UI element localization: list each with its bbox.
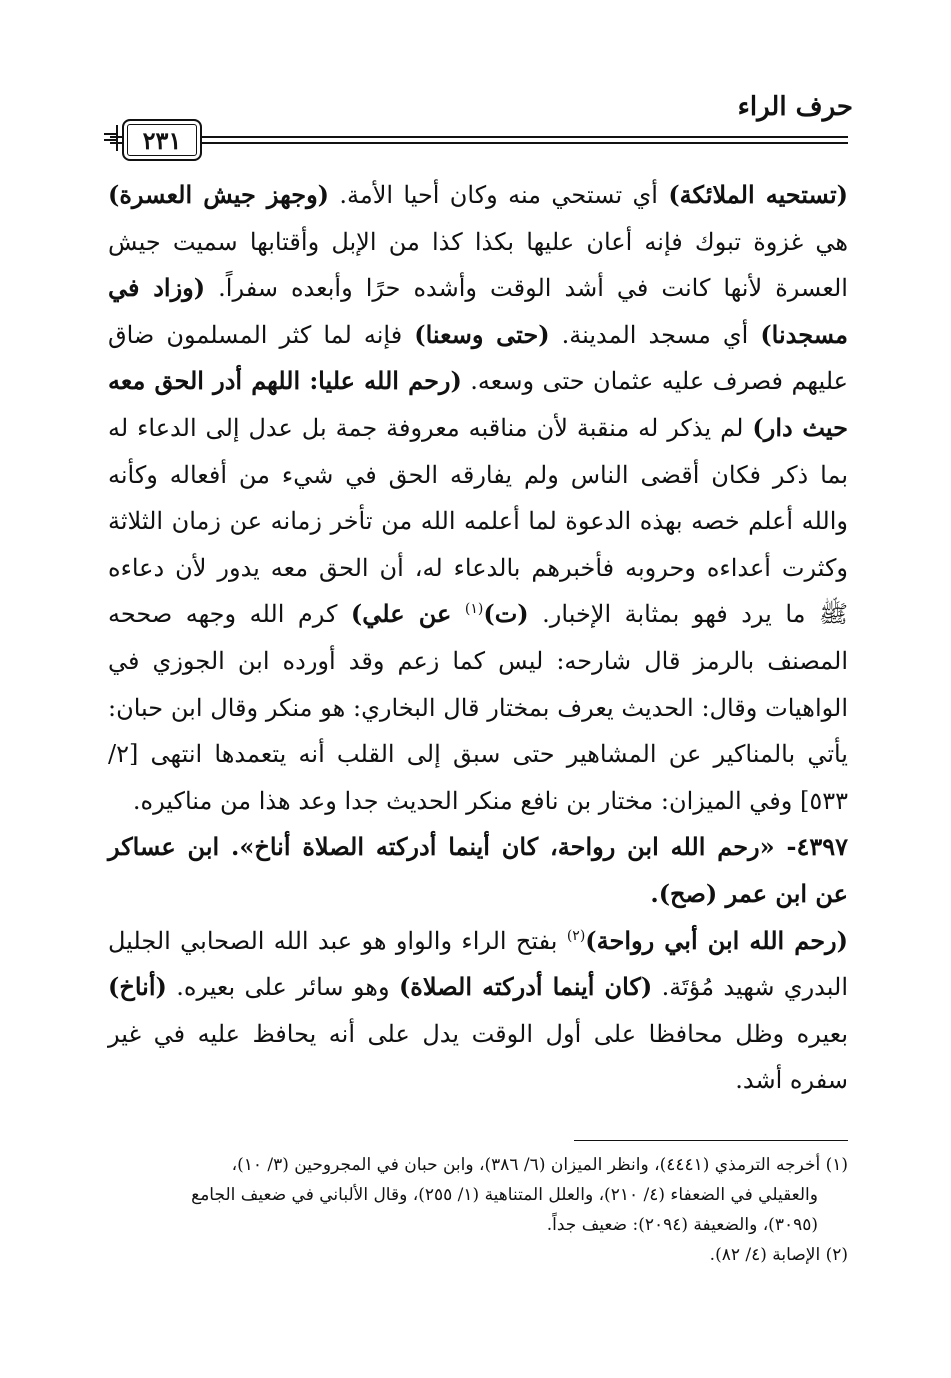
bold-phrase: (رحم الله عليا: اللهم أدر الحق معه حيث دار)	[108, 366, 848, 442]
body-text	[108, 172, 848, 1104]
text-run: أي مسجد المدينة.	[549, 320, 761, 349]
bold-phrase: (أناخ)	[108, 972, 167, 1002]
hadith-text: ٤٣٩٧- «رحم الله ابن رواحة، كان أينما أدركته الصلاة أناخ». ابن عساكر عن ابن عمر (صح).	[108, 832, 848, 908]
footnote-2: (٢) الإصابة (٤/ ٨٢).	[709, 1245, 848, 1265]
text-run: كرم الله وجهه صححه المصنف بالرمز قال شارحه: ليس كما زعم وقد أورده ابن الجوزي في الواهيات وقال: الحديث يعرف بمختار قال البخاري: هو منكر وقال ابن حبان: يأتي بالمناكير عن المشاهير حتى سبق إلى القلب أنه يتعمدها انتهى [٢/ ٥٣٣] وفي الميزان: مختار بن نافع منكر الحديث جدا وعد هذا من مناكيره.	[108, 600, 848, 815]
footnote-1-line-2: والعقيلي في الضعفاء (٤/ ٢١٠)، والعلل المتناهية (١/ ٢٥٥)، وقال الألباني في ضعيف الجامع	[191, 1185, 818, 1205]
bold-phrase: (ت)	[483, 599, 529, 629]
hadith-entry	[108, 824, 848, 917]
bold-phrase: (وجهز جيش العسرة)	[108, 180, 330, 209]
ornament-bar-vertical	[116, 125, 118, 151]
header-ornament	[104, 125, 118, 151]
text-run: وهو سائر على بعيره.	[166, 973, 399, 1002]
footnote-1-line-3: (٣٠٩٥)، والضعيفة (٢٠٩٤): ضعيف جداً.	[546, 1215, 818, 1235]
text-run: لم يذكر له منقبة لأن مناقبه معروفة جمة بل عدل إلى الدعاء له بما ذكر فكان أقضى الناس ولم يفارقه الحق في شيء من أفعاله وكأنه والله أعلم خصه بهذه الدعوة لما أعلمه الله من تأخر زمانه عن زمان الثلاثة وكثرت أعداءه وحروبه فأخبرهم بالدعاء له، أن الحق معه يدور لأن دعاءه ﷺ ما يرد فهو بمثابة الإخبار.	[108, 413, 849, 629]
text-run: بعيره وظل محافظا على أول الوقت يدل على أنه يحافظ عليه في غير سفره أشد.	[108, 1019, 848, 1095]
running-title: حرف الراء	[737, 92, 853, 122]
footnote-separator	[574, 1140, 848, 1141]
text-run: فإنه لما كثر المسلمون ضاق عليهم فصرف عليه عثمان حتى وسعه.	[108, 320, 848, 396]
footnote-1-line-1: (١) أخرجه الترمذي (٤٤٤١)، وانظر الميزان (٦/ ٣٨٦)، وابن حبان في المجروحين (٣/ ١٠)،	[231, 1155, 848, 1175]
header-rule-bottom-line	[110, 142, 848, 144]
commentary-paragraph-1	[108, 172, 848, 824]
text-run: بفتح الراء والواو هو عبد الله الصحابي الجليل البدري شهيد مُؤتَة.	[108, 926, 848, 1002]
bold-phrase: (كان أينما أدركته الصلاة)	[398, 972, 653, 1002]
bold-phrase: (تستحيه الملائكة)	[668, 180, 848, 209]
bold-phrase: (حتى وسعنا)	[414, 319, 550, 349]
header-rule	[110, 136, 848, 144]
text-run: أي تستحي منه وكان أحيا الأمة.	[329, 181, 669, 209]
bold-phrase: (وزاد في مسجدنا)	[108, 273, 849, 349]
bold-phrase: عن علي)	[350, 599, 452, 629]
footnotes	[108, 1150, 848, 1270]
text-run	[451, 600, 465, 628]
text-run: هي غزوة تبوك فإنه أعان عليها بكذا كذا من الإبل وأقتابها سميت جيش العسرة لأنها كانت في أشد الوقت وأشده حرًا وأبعده سفراً.	[108, 227, 848, 303]
bold-phrase: (رحم الله ابن أبي رواحة)	[585, 925, 848, 955]
footnote-ref-2[interactable]: (٢)	[566, 927, 586, 944]
footnote-ref-1[interactable]: (١)	[464, 601, 484, 618]
commentary-paragraph-2	[108, 918, 848, 1104]
page-number: ٢٣١	[122, 119, 202, 161]
header-rule-top-line	[110, 136, 848, 138]
